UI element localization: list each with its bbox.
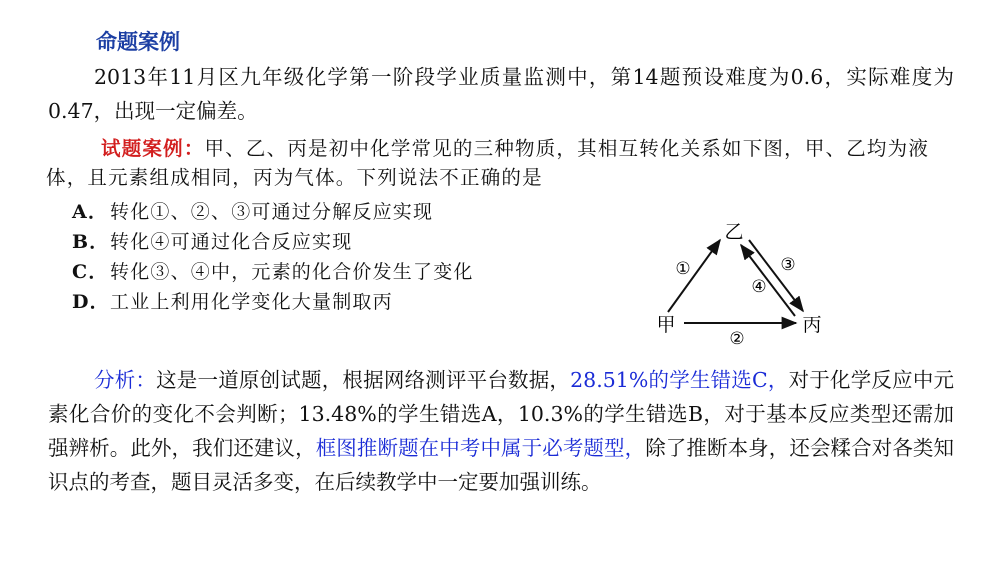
option-letter: A． xyxy=(72,201,109,223)
label-arrow-1: ① xyxy=(675,259,691,279)
label-arrow-2: ② xyxy=(729,329,745,349)
conversion-diagram xyxy=(640,212,840,352)
analysis-label: 分析 xyxy=(94,368,136,392)
analysis-highlight-2: 框图推断题在中考中属于必考题型， xyxy=(315,436,646,460)
question-label: 试题案例 xyxy=(101,137,184,160)
analysis-label-colon: ： xyxy=(135,368,157,392)
question-stem xyxy=(46,134,956,192)
label-arrow-4: ④ xyxy=(751,277,767,297)
option-text: 转化④可通过化合反应实现 xyxy=(110,231,353,253)
arrow-yi-to-bing xyxy=(749,240,803,311)
intro-paragraph: 2013年11月区九年级化学第一阶段学业质量监测中，第14题预设难度为0.6，实际难度为0.47，出现一定偏差。 xyxy=(48,65,954,123)
option-text: 工业上利用化学变化大量制取丙 xyxy=(110,291,393,313)
analysis-text-1: 这是一道原创试题，根据网络测评平台数据， xyxy=(156,368,571,392)
analysis-text-3: 除了推断本身，还会糅合对各类知识点的考查，题目灵活多变，在后续教学中一定要加强训练。 xyxy=(48,436,955,494)
node-jia: 甲 xyxy=(656,314,676,336)
option-text: 转化①、②、③可通过分解反应实现 xyxy=(110,201,434,223)
analysis-highlight-1: 28.51%的学生错选C， xyxy=(570,368,789,392)
question-label-colon: ： xyxy=(183,137,205,160)
analysis-paragraph xyxy=(48,363,954,499)
node-yi: 乙 xyxy=(724,221,744,243)
option-letter: C． xyxy=(72,261,109,283)
option-letter: B． xyxy=(72,231,110,253)
option-letter: D． xyxy=(72,291,110,313)
analysis-text-2: 对于化学反应中元素化合价的变化不会判断；13.48%的学生错选A，10.3%的学生错选B，对于基本反应类型还需加强辨析。此外，我们还建议， xyxy=(48,368,955,460)
section-heading: 命题案例 xyxy=(96,30,180,54)
label-arrow-3: ③ xyxy=(780,255,796,275)
options-list xyxy=(72,197,474,317)
node-bing: 丙 xyxy=(802,314,822,336)
option-text: 转化③、④中，元素的化合价发生了变化 xyxy=(110,261,474,283)
option-c xyxy=(72,257,474,287)
option-b xyxy=(72,227,474,257)
option-a xyxy=(72,197,474,227)
question-text: 甲、乙、丙是初中化学常见的三种物质，其相互转化关系如下图，甲、乙均为液体，且元素组成相同，丙为气体。下列说法不正确的是 xyxy=(46,137,930,189)
option-d xyxy=(72,287,474,317)
